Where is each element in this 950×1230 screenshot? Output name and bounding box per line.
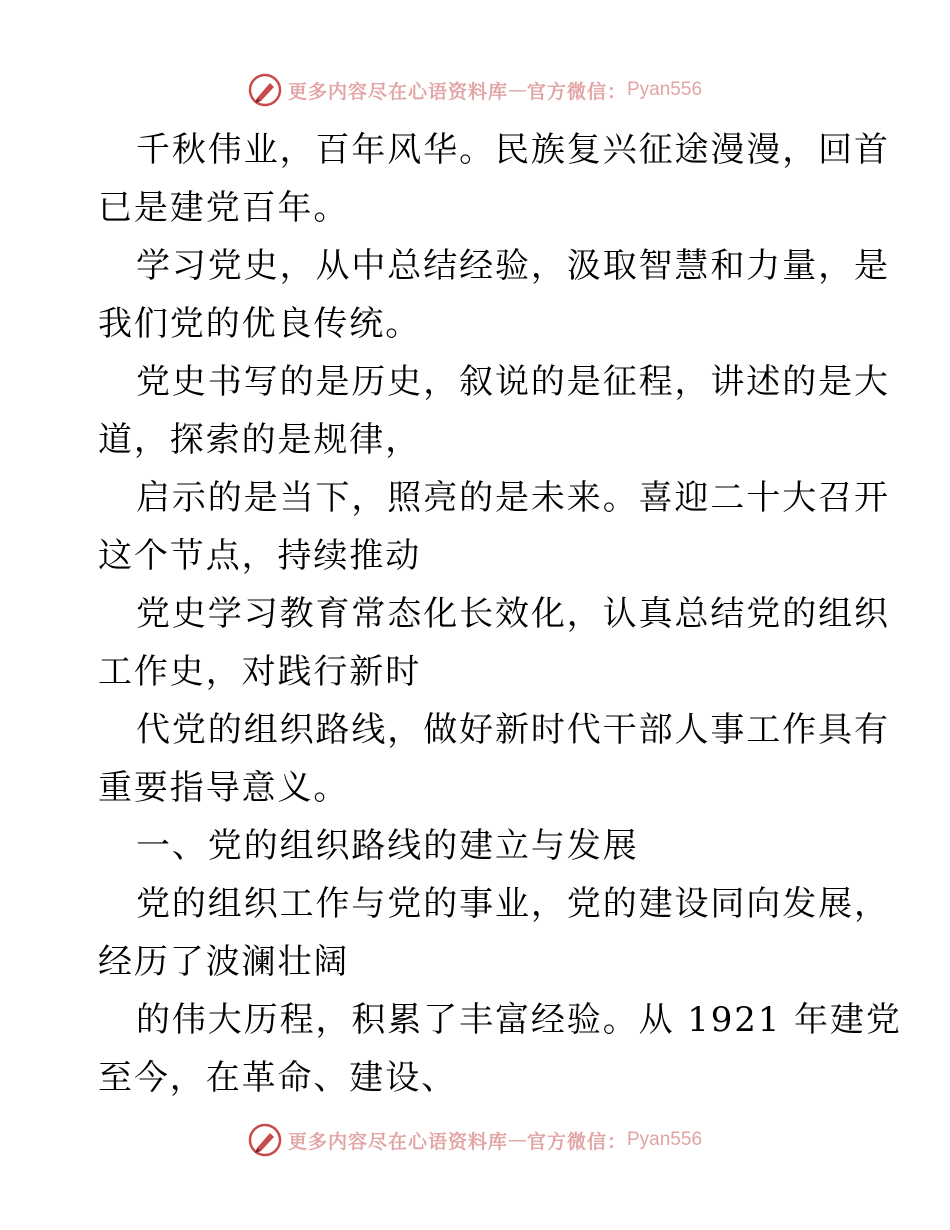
body-line: 千秋伟业，百年风华。民族复兴征途漫漫，回首 [136,130,890,170]
body-line: 启示的是当下，照亮的是未来。喜迎二十大召开 [136,478,890,518]
header-account-id: Pyan556 [627,79,703,100]
body-line: 学习党史，从中总结经验，汲取智慧和力量，是 [136,246,890,286]
header-site-text: 更多内容尽在心语资料库 [287,80,508,103]
body-line: 工作史，对践行新时 [98,652,422,692]
body-line: 这个节点，持续推动 [98,536,422,576]
header-separator: — [507,79,527,101]
section-heading: 一、党的组织路线的建立与发展 [136,826,639,866]
body-line: 重要指导意义。 [98,768,350,808]
body-line: 经历了波澜壮阔 [98,942,350,982]
footer-site-text: 更多内容尽在心语资料库 [287,1130,508,1153]
body-line: 至今，在革命、建设、 [98,1058,457,1098]
body-line: 已是建党百年。 [98,188,350,228]
body-line: 我们党的优良传统。 [98,304,422,344]
footer-account-label: 官方微信： [526,1130,627,1153]
header-banner [0,70,950,110]
body-line: 党史书写的是历史，叙说的是征程，讲述的是大 [136,362,890,402]
footer-account-id: Pyan556 [627,1129,703,1150]
body-line: 道，探索的是规律， [98,420,422,460]
header-account-label: 官方微信： [526,80,627,103]
body-text [98,121,902,1107]
body-line: 党史学习教育常态化长效化，认真总结党的组织 [136,594,890,634]
footer-separator: — [507,1129,527,1151]
body-line: 党的组织工作与党的事业，党的建设同向发展， [136,884,890,924]
pen-logo-icon [248,73,282,107]
footer-banner [0,1120,950,1160]
pen-logo-icon [248,1123,282,1157]
body-line: 的伟大历程，积累了丰富经验。从 1921 年建党 [136,1000,902,1040]
body-line: 代党的组织路线，做好新时代干部人事工作具有 [136,710,890,750]
header-banner-content [248,73,702,107]
footer-banner-content [248,1123,702,1157]
